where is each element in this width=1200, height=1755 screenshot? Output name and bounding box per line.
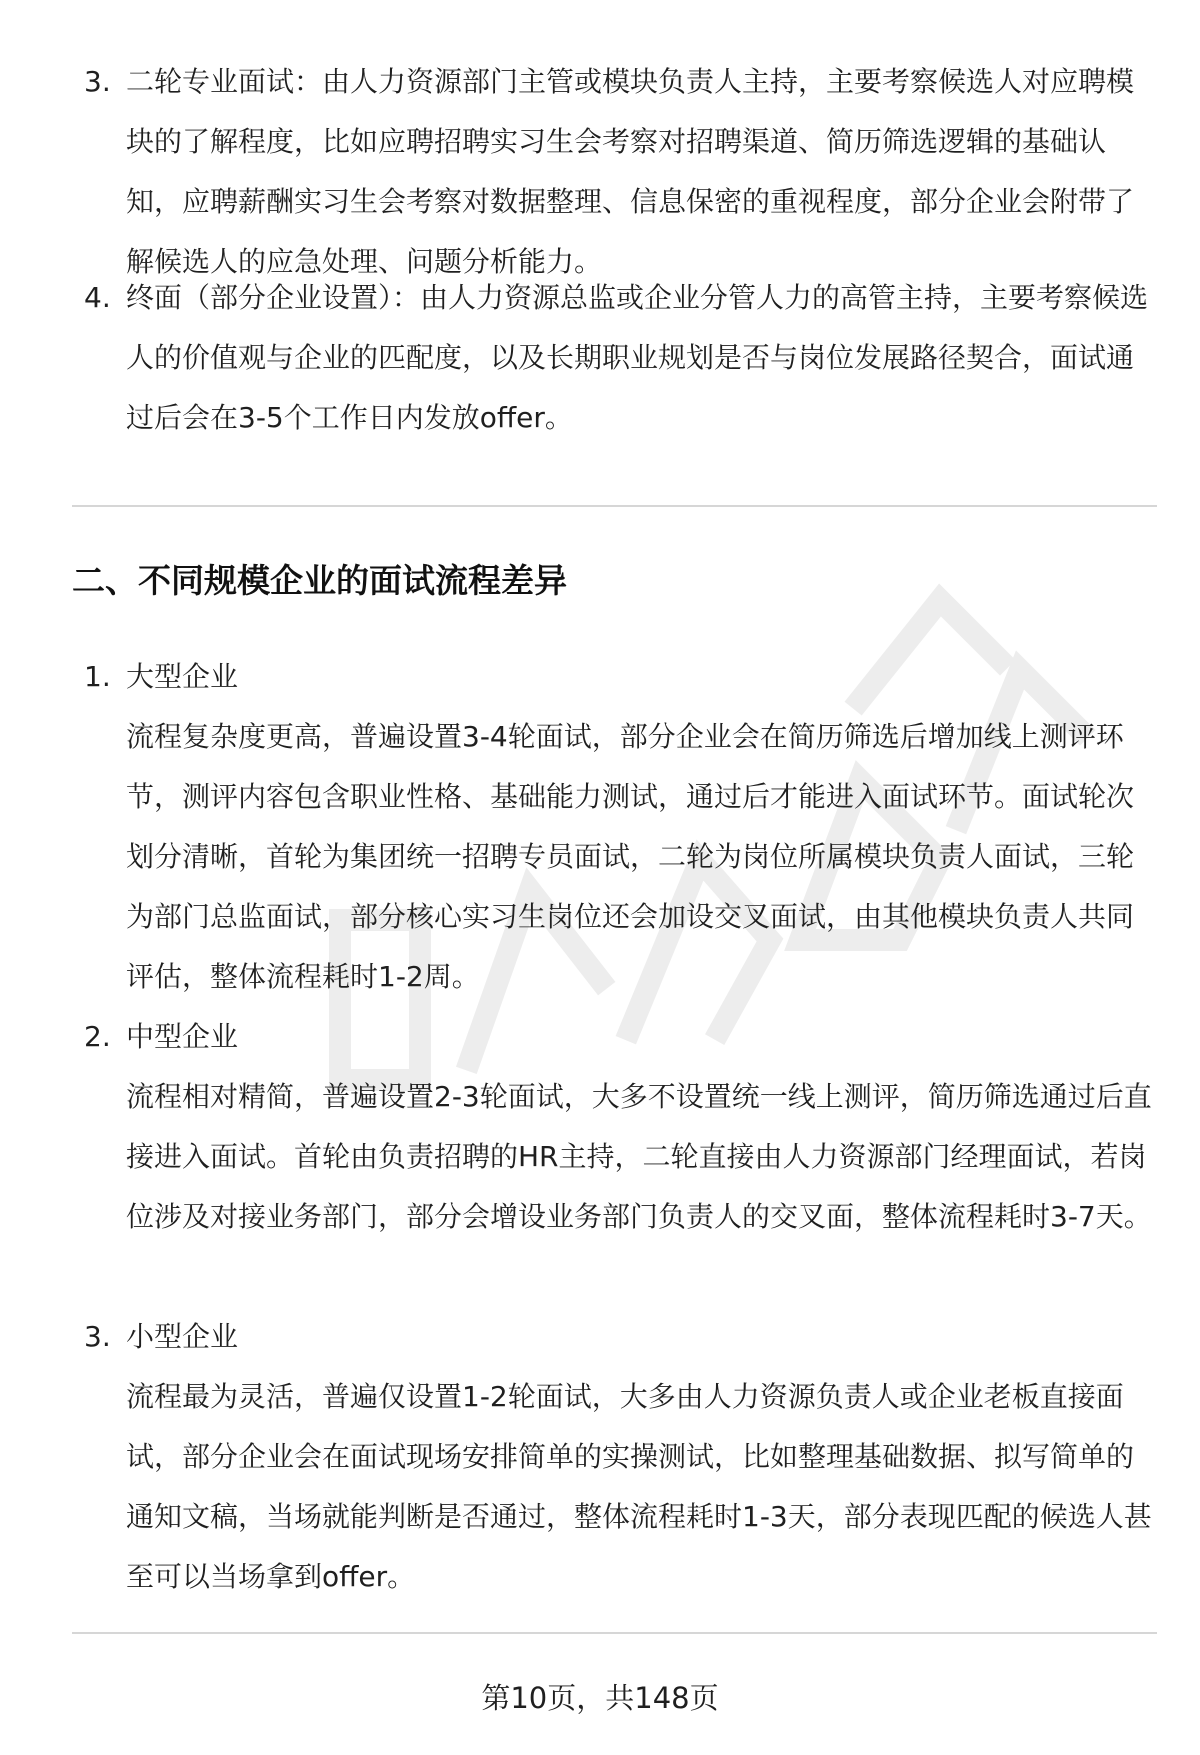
section-heading: 二、不同规模企业的面试流程差异	[72, 561, 567, 600]
page-number: 第10页，共148页	[481, 1681, 719, 1715]
list-item-title: 大型企业	[126, 660, 239, 693]
list-item-text: 流程最为灵活，普遍仅设置1-2轮面试，大多由人力资源负责人或企业老板直接面试，部分企业会在面试现场安排简单的实操测试，比如整理基础数据、拟写简单的通知文稿，当场就能判断是否通过，整体流程耗时1-3天，部分表现匹配的候选人甚至可以当场拿到offer。	[126, 1380, 1152, 1593]
divider	[72, 1632, 1157, 1634]
list-item-title: 中型企业	[126, 1020, 239, 1053]
list-item	[0, 268, 1200, 448]
list-number: 1.	[84, 660, 111, 693]
list-item-text: 二轮专业面试：由人力资源部门主管或模块负责人主持，主要考察候选人对应聘模块的了解程度，比如应聘招聘实习生会考察对招聘渠道、简历筛选逻辑的基础认知，应聘薪酬实习生会考察对数据整理、信息保密的重视程度，部分企业会附带了解候选人的应急处理、问题分析能力。	[126, 65, 1135, 278]
list-number: 2.	[84, 1020, 111, 1053]
list-number: 3.	[84, 1320, 111, 1353]
list-item-title: 小型企业	[126, 1320, 239, 1353]
list-item-text: 流程复杂度更高，普遍设置3-4轮面试，部分企业会在简历筛选后增加线上测评环节，测评内容包含职业性格、基础能力测试，通过后才能进入面试环节。面试轮次划分清晰，首轮为集团统一招聘专员面试，二轮为岗位所属模块负责人面试，三轮为部门总监面试，部分核心实习生岗位还会加设交叉面试，由其他模块负责人共同评估，整体流程耗时1-2周。	[126, 720, 1135, 993]
list-item-text: 终面（部分企业设置）：由人力资源总监或企业分管人力的高管主持，主要考察候选人的价值观与企业的匹配度，以及长期职业规划是否与岗位发展路径契合，面试通过后会在3-5个工作日内发放offer。	[126, 281, 1149, 434]
list-number: 3.	[84, 65, 111, 98]
list-number: 4.	[84, 281, 111, 314]
list-item-text: 流程相对精简，普遍设置2-3轮面试，大多不设置统一线上测评，简历筛选通过后直接进入面试。首轮由负责招聘的HR主持，二轮直接由人力资源部门经理面试，若岗位涉及对接业务部门，部分会增设业务部门负责人的交叉面，整体流程耗时3-7天。	[126, 1080, 1152, 1233]
list-item	[0, 1007, 1200, 1307]
list-item	[0, 52, 1200, 292]
list-item	[0, 1307, 1200, 1607]
list-item	[0, 647, 1200, 1007]
divider	[72, 505, 1157, 507]
